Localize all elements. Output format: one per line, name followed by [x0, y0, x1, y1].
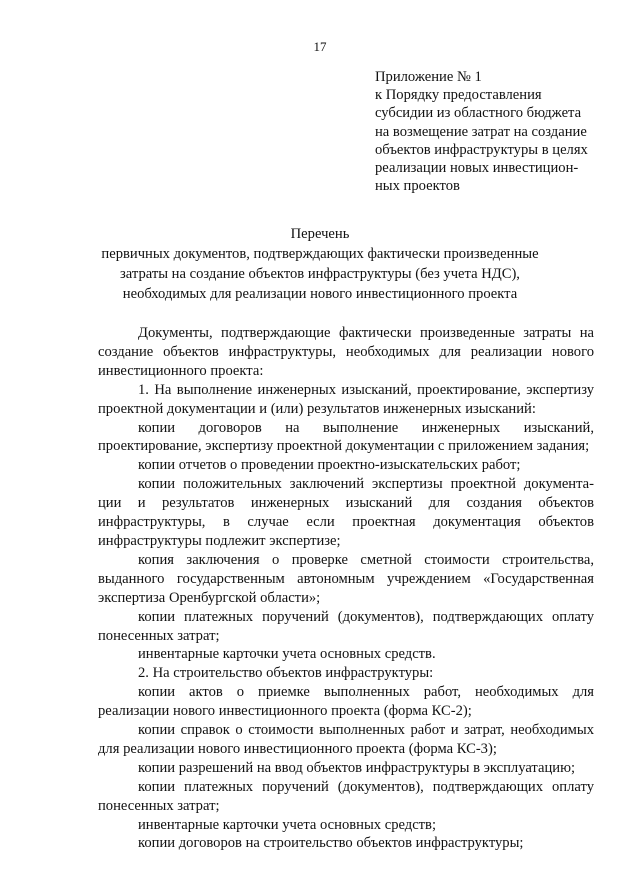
page-number: 17 — [313, 39, 327, 54]
body-line: копии платежных поручений (документов), подтверждающих оплату — [138, 778, 594, 795]
appendix-line: объектов инфраструктуры в целях — [375, 141, 588, 158]
body-line: проектной документации и (или) результатов инженерных изысканий: — [98, 400, 536, 417]
body-line: понесенных затрат; — [98, 627, 220, 644]
body-line: понесенных затрат; — [98, 797, 220, 814]
body-line: проектирование, экспертизу проектной документации с приложением задания; — [98, 438, 590, 455]
body-line: ции и результатов инженерных изысканий для создания объектов — [98, 495, 594, 512]
body-line: копии разрешений на ввод объектов инфраструктуры в эксплуатацию; — [138, 759, 576, 776]
appendix-line: на возмещение затрат на создание — [375, 123, 587, 140]
appendix-line: ных проектов — [375, 178, 460, 195]
body-line: выданного государственным автономным учреждением «Государственная — [98, 570, 594, 587]
body-line: копии актов о приемке выполненных работ, необходимых для — [138, 684, 594, 701]
appendix-line: к Порядку предоставления — [375, 87, 542, 104]
document-body — [98, 324, 594, 853]
body-line: 1. На выполнение инженерных изысканий, проектирование, экспертизу — [138, 381, 594, 398]
appendix-line: реализации новых инвестицион- — [375, 160, 579, 177]
body-line: копии положительных заключений экспертизы проектной документа- — [138, 476, 594, 493]
body-line: экспертиза Оренбургской области»; — [98, 589, 321, 606]
body-line: Документы, подтверждающие фактически произведенные затраты на — [138, 325, 594, 341]
body-line: инвентарные карточки учета основных средств. — [138, 646, 436, 663]
body-line: реализации нового инвестиционного проекта (форма КС-2); — [98, 703, 472, 720]
body-line: 2. На строительство объектов инфраструктуры: — [138, 665, 434, 682]
body-line: копии договоров на строительство объектов инфраструктуры; — [138, 835, 524, 852]
body-line: копии отчетов о проведении проектно-изыскательских работ; — [138, 457, 521, 474]
body-line: инфраструктуры, в случае если проектная документация объектов — [98, 514, 594, 531]
body-line: копии платежных поручений (документов), подтверждающих оплату — [138, 608, 594, 625]
body-line: создание объектов инфраструктуры, необходимых для реализации нового — [98, 343, 594, 360]
body-line: копии договоров на выполнение инженерных изысканий, — [138, 419, 594, 436]
body-line: копия заключения о проверке сметной стоимости строительства, — [138, 551, 594, 568]
appendix-line: Приложение № 1 — [375, 69, 482, 85]
heading-title: Перечень — [290, 226, 350, 242]
body-line: копии справок о стоимости выполненных работ и затрат, необходимых — [138, 722, 594, 739]
heading-line: затраты на создание объектов инфраструктуры (без учета НДС), — [120, 266, 520, 282]
body-line: инвестиционного проекта: — [98, 362, 264, 379]
appendix-line: субсидии из областного бюджета — [375, 105, 582, 122]
heading-line: первичных документов, подтверждающих фактически произведенные — [101, 246, 539, 262]
body-line: для реализации нового инвестиционного проекта (форма КС-3); — [98, 740, 497, 757]
body-line: инфраструктуры подлежит экспертизе; — [98, 532, 341, 549]
document-heading — [0, 224, 640, 304]
heading-line: необходимых для реализации нового инвестиционного проекта — [122, 286, 518, 302]
body-line: инвентарные карточки учета основных средств; — [138, 816, 437, 833]
appendix-block — [375, 68, 615, 195]
